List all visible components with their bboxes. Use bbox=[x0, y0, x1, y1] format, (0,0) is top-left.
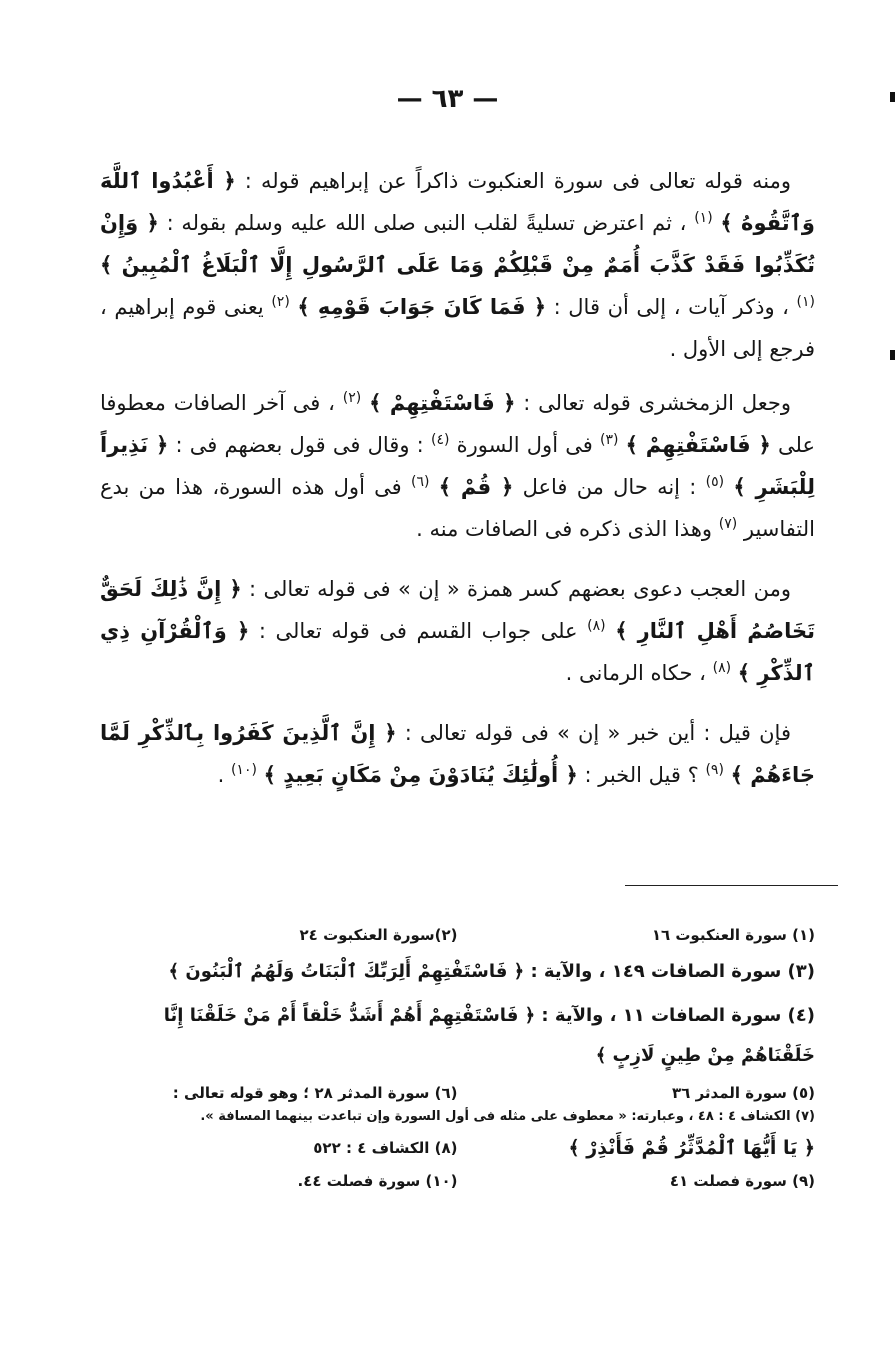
footnote-ref: (٥) bbox=[705, 474, 725, 490]
footnote-row bbox=[100, 1080, 815, 1106]
footnote-divider bbox=[625, 885, 838, 886]
footnote-10: (١٠) سورة فصلت ٤٤. bbox=[297, 1172, 458, 1190]
scan-edge-mark bbox=[890, 350, 895, 360]
text-segment: ؟ قيل الخبر : bbox=[577, 763, 699, 787]
text-segment: يعنى قوم إبراهيم ، فرجع إلى الأول . bbox=[100, 295, 815, 361]
footnote-row bbox=[100, 1128, 815, 1168]
quran-verse: ﴿ وَإِنْ تُكَذِّبُوا فَقَدْ كَذَّبَ أُمَمٌ مِنْ قَبْلِكُمْ وَمَا عَلَى ٱلرَّسُولِ إِلَّا ٱلْبَلَاغُ ٱلْمُبِينُ ﴾ bbox=[100, 211, 815, 277]
text-segment: ومن العجب دعوى بعضهم كسر همزة « إن » فى قوله تعالى : bbox=[241, 577, 791, 601]
footnote-row bbox=[100, 922, 815, 948]
footnote-ref: (١) bbox=[694, 210, 713, 226]
footnote-5: (٥) سورة المدثر ٣٦ bbox=[672, 1084, 815, 1102]
footnote-ref: (٩) bbox=[705, 762, 724, 778]
text-segment: ، ثم اعترض تسليةً لقلب النبى صلى الله عليه وسلم بقوله : bbox=[158, 211, 687, 235]
footnote-ref: (٣) bbox=[599, 432, 619, 448]
footnote-ref: (٢) bbox=[271, 294, 290, 310]
text-segment: ومنه قوله تعالى فى سورة العنكبوت ذاكراً عن إبراهيم قوله : bbox=[235, 169, 791, 193]
footnote-9: (٩) سورة فصلت ٤١ bbox=[669, 1172, 815, 1190]
text-segment: فى أول هذه السورة، هذا من بدع التفاسير bbox=[100, 475, 815, 541]
footnote-4: (٤) سورة الصافات ١١ ، والآية : ﴿ فَاسْتَفْتِهِمْ أَهُمْ أَشَدُّ خَلْقاً أَمْ مَنْ خَلَقْنَا إِنَّا خَلَقْنَاهُمْ مِنْ طِينٍ لَازِبٍ ﴾ bbox=[163, 1005, 815, 1066]
text-segment: ، فى آخر الصافات معطوفا على bbox=[100, 391, 815, 457]
quran-verse: ﴿ فَاسْتَفْتِهِمْ ﴾ bbox=[369, 391, 516, 415]
text-segment: : إنه حال من فاعل bbox=[513, 475, 697, 499]
footnote-7: (٧) الكشاف ٤ : ٤٨ ، وعبارته: « معطوف على مثله فى أول السورة وإن تباعدت بينهما المسافة ». bbox=[200, 1109, 815, 1124]
footnote-ref: (٦) bbox=[410, 474, 430, 490]
text-segment: ، حكاه الرمانى . bbox=[565, 661, 706, 685]
footnotes bbox=[100, 922, 815, 1194]
footnote-ref: (٨) bbox=[712, 660, 732, 676]
quran-verse: ﴿ نَذِيراً لِلْبَشَرِ ﴾ bbox=[100, 433, 815, 499]
paragraph-2 bbox=[100, 382, 815, 550]
quran-verse: ﴿ وَٱلْقُرْآنِ ذِي ٱلذِّكْرِ ﴾ bbox=[100, 619, 815, 685]
text-segment: على جواب القسم فى قوله تعالى : bbox=[249, 619, 578, 643]
quran-verse: ﴿ فَمَا كَانَ جَوَابَ قَوْمِهِ ﴾ bbox=[297, 295, 547, 319]
quran-verse: ﴿ إِنَّ ذَٰلِكَ لَحَقٌّ تَخَاصُمُ أَهْلِ ٱلنَّارِ ﴾ bbox=[100, 577, 815, 643]
page-number: — ٦٣ — bbox=[396, 84, 499, 114]
text-segment: . bbox=[217, 763, 225, 787]
footnote-6: (٦) سورة المدثر ٢٨ ؛ وهو قوله تعالى : bbox=[172, 1084, 458, 1102]
text-segment: ، وذكر آيات ، إلى أن قال : bbox=[546, 295, 789, 319]
footnote-ref: (٤) bbox=[430, 432, 450, 448]
quran-verse: ﴿ فَاسْتَفْتِهِمْ ﴾ bbox=[625, 433, 771, 457]
quran-verse: ﴿ أُولَٰئِكَ يُنَادَوْنَ مِنْ مَكَانٍ بَعِيدٍ ﴾ bbox=[263, 763, 578, 787]
footnote-ref: (١٠) bbox=[230, 762, 257, 778]
paragraph-1 bbox=[100, 160, 815, 370]
text-segment: وجعل الزمخشرى قوله تعالى : bbox=[515, 391, 791, 415]
footnote-ref: (٧) bbox=[718, 516, 738, 532]
footnote-3: (٣) سورة الصافات ١٤٩ ، والآية : ﴿ فَاسْتَفْتِهِمْ أَلِرَبِّكَ ٱلْبَنَاتُ وَلَهُمُ ٱلْبَنُونَ ﴾ bbox=[168, 961, 815, 982]
footnote-8: (٨) الكشاف ٤ : ٥٢٢ bbox=[313, 1139, 458, 1157]
main-text bbox=[100, 160, 815, 814]
footnote-ref: (٨) bbox=[587, 618, 606, 634]
text-segment: فى أول السورة bbox=[449, 433, 593, 457]
footnote-row bbox=[100, 1168, 815, 1194]
quran-verse: ﴿ إِنَّ ٱلَّذِينَ كَفَرُوا بِٱلذِّكْرِ لَمَّا جَاءَهُمْ ﴾ bbox=[100, 721, 815, 787]
footnote-6-verse: ﴿ يَا أَيُّهَا ٱلْمُدَّثِّرُ قُمْ فَأَنْذِرْ ﴾ bbox=[568, 1137, 815, 1159]
footnote-ref: (٢) bbox=[342, 390, 362, 406]
quran-verse: ﴿ أَعْبُدُوا ٱللَّهَ وَٱتَّقُوهُ ﴾ bbox=[100, 169, 815, 235]
text-segment: فإن قيل : أين خبر « إن » فى قوله تعالى : bbox=[396, 721, 791, 745]
paragraph-3 bbox=[100, 568, 815, 694]
text-segment: وهذا الذى ذكره فى الصافات منه . bbox=[416, 517, 713, 541]
text-segment: : وقال فى قول بعضهم فى : bbox=[168, 433, 424, 457]
quran-verse: ﴿ قُمْ ﴾ bbox=[438, 475, 514, 499]
footnote-ref: (١) bbox=[796, 294, 816, 310]
footnote-2: (٢)سورة العنكبوت ٢٤ bbox=[299, 926, 458, 944]
paragraph-4 bbox=[100, 712, 815, 796]
footnote-1: (١) سورة العنكبوت ١٦ bbox=[651, 926, 815, 944]
